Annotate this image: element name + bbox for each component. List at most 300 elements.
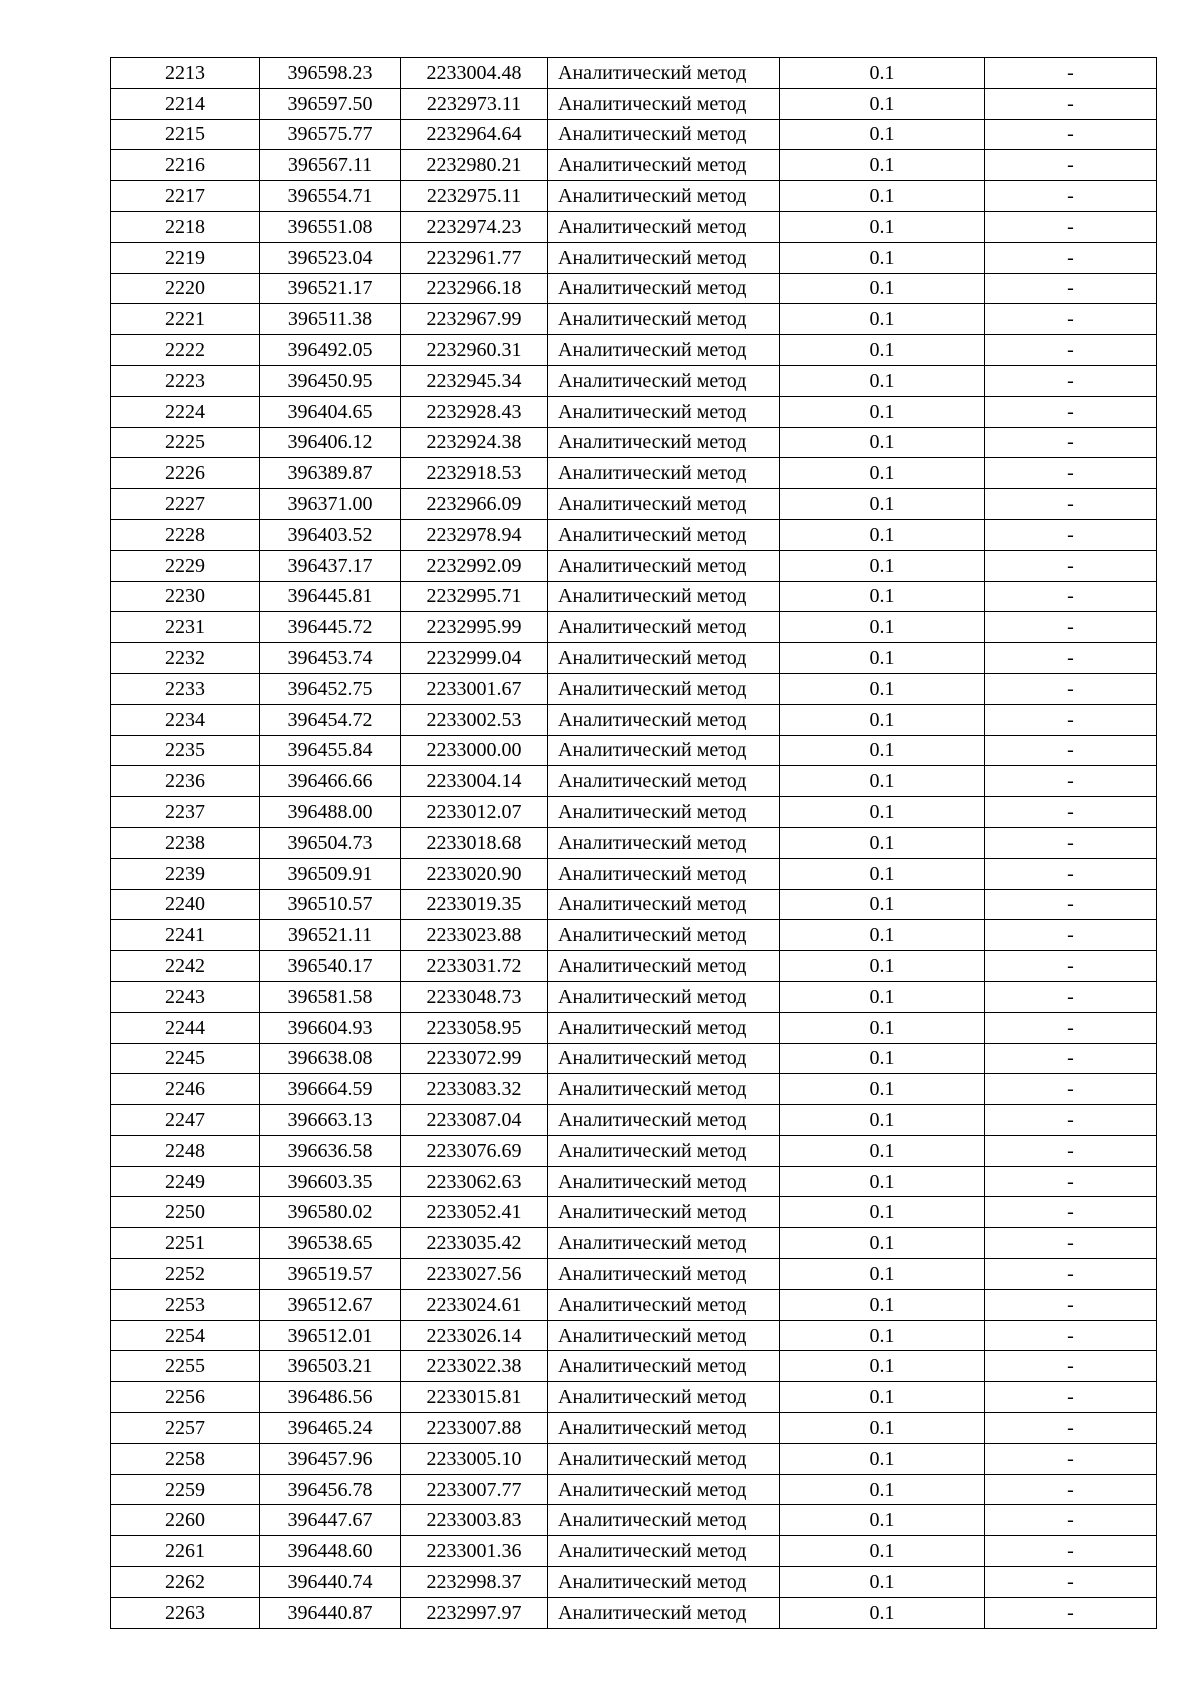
point-number-cell: 2230 (111, 581, 260, 612)
x-coordinate-cell: 396540.17 (260, 951, 401, 982)
accuracy-cell: 0.1 (780, 1597, 985, 1628)
method-cell: Аналитический метод (548, 735, 780, 766)
description-cell: - (985, 735, 1157, 766)
accuracy-cell: 0.1 (780, 581, 985, 612)
point-number-cell: 2240 (111, 889, 260, 920)
description-cell: - (985, 1505, 1157, 1536)
point-number-cell: 2242 (111, 951, 260, 982)
point-number-cell: 2215 (111, 119, 260, 150)
point-number-cell: 2246 (111, 1074, 260, 1105)
x-coordinate-cell: 396504.73 (260, 827, 401, 858)
method-cell: Аналитический метод (548, 1474, 780, 1505)
point-number-cell: 2226 (111, 458, 260, 489)
method-cell: Аналитический метод (548, 1135, 780, 1166)
description-cell: - (985, 612, 1157, 643)
x-coordinate-cell: 396447.67 (260, 1505, 401, 1536)
y-coordinate-cell: 2233002.53 (401, 704, 548, 735)
description-cell: - (985, 1474, 1157, 1505)
y-coordinate-cell: 2233035.42 (401, 1228, 548, 1259)
x-coordinate-cell: 396445.81 (260, 581, 401, 612)
y-coordinate-cell: 2233005.10 (401, 1443, 548, 1474)
accuracy-cell: 0.1 (780, 981, 985, 1012)
table-row (111, 273, 1157, 304)
y-coordinate-cell: 2233007.88 (401, 1413, 548, 1444)
x-coordinate-cell: 396512.67 (260, 1289, 401, 1320)
method-cell: Аналитический метод (548, 396, 780, 427)
x-coordinate-cell: 396521.11 (260, 920, 401, 951)
point-number-cell: 2227 (111, 489, 260, 520)
table-row (111, 1597, 1157, 1628)
point-number-cell: 2231 (111, 612, 260, 643)
table-row (111, 1043, 1157, 1074)
table-row (111, 1289, 1157, 1320)
y-coordinate-cell: 2232924.38 (401, 427, 548, 458)
point-number-cell: 2235 (111, 735, 260, 766)
table-row (111, 88, 1157, 119)
x-coordinate-cell: 396404.65 (260, 396, 401, 427)
description-cell: - (985, 458, 1157, 489)
method-cell: Аналитический метод (548, 1351, 780, 1382)
description-cell: - (985, 181, 1157, 212)
accuracy-cell: 0.1 (780, 1320, 985, 1351)
method-cell: Аналитический метод (548, 1166, 780, 1197)
method-cell: Аналитический метод (548, 951, 780, 982)
description-cell: - (985, 489, 1157, 520)
x-coordinate-cell: 396575.77 (260, 119, 401, 150)
x-coordinate-cell: 396389.87 (260, 458, 401, 489)
description-cell: - (985, 242, 1157, 273)
x-coordinate-cell: 396371.00 (260, 489, 401, 520)
table-row (111, 396, 1157, 427)
y-coordinate-cell: 2232966.09 (401, 489, 548, 520)
method-cell: Аналитический метод (548, 1197, 780, 1228)
method-cell: Аналитический метод (548, 1382, 780, 1413)
table-row (111, 335, 1157, 366)
point-number-cell: 2261 (111, 1536, 260, 1567)
point-number-cell: 2239 (111, 858, 260, 889)
accuracy-cell: 0.1 (780, 242, 985, 273)
table-row (111, 858, 1157, 889)
x-coordinate-cell: 396503.21 (260, 1351, 401, 1382)
x-coordinate-cell: 396597.50 (260, 88, 401, 119)
table-row (111, 766, 1157, 797)
table-row (111, 827, 1157, 858)
x-coordinate-cell: 396492.05 (260, 335, 401, 366)
y-coordinate-cell: 2233018.68 (401, 827, 548, 858)
description-cell: - (985, 335, 1157, 366)
method-cell: Аналитический метод (548, 119, 780, 150)
method-cell: Аналитический метод (548, 981, 780, 1012)
point-number-cell: 2247 (111, 1105, 260, 1136)
table-row (111, 211, 1157, 242)
description-cell: - (985, 519, 1157, 550)
x-coordinate-cell: 396403.52 (260, 519, 401, 550)
y-coordinate-cell: 2233019.35 (401, 889, 548, 920)
y-coordinate-cell: 2232964.64 (401, 119, 548, 150)
table-row (111, 951, 1157, 982)
accuracy-cell: 0.1 (780, 458, 985, 489)
y-coordinate-cell: 2232974.23 (401, 211, 548, 242)
accuracy-cell: 0.1 (780, 1382, 985, 1413)
description-cell: - (985, 1074, 1157, 1105)
table-row (111, 58, 1157, 89)
method-cell: Аналитический метод (548, 1105, 780, 1136)
accuracy-cell: 0.1 (780, 1135, 985, 1166)
description-cell: - (985, 1228, 1157, 1259)
x-coordinate-cell: 396454.72 (260, 704, 401, 735)
accuracy-cell: 0.1 (780, 858, 985, 889)
y-coordinate-cell: 2233027.56 (401, 1259, 548, 1290)
description-cell: - (985, 1443, 1157, 1474)
x-coordinate-cell: 396664.59 (260, 1074, 401, 1105)
y-coordinate-cell: 2232960.31 (401, 335, 548, 366)
accuracy-cell: 0.1 (780, 889, 985, 920)
y-coordinate-cell: 2232995.99 (401, 612, 548, 643)
method-cell: Аналитический метод (548, 58, 780, 89)
y-coordinate-cell: 2233001.36 (401, 1536, 548, 1567)
table-row (111, 1012, 1157, 1043)
table-row (111, 1135, 1157, 1166)
y-coordinate-cell: 2233026.14 (401, 1320, 548, 1351)
y-coordinate-cell: 2233007.77 (401, 1474, 548, 1505)
x-coordinate-cell: 396636.58 (260, 1135, 401, 1166)
y-coordinate-cell: 2232978.94 (401, 519, 548, 550)
point-number-cell: 2258 (111, 1443, 260, 1474)
accuracy-cell: 0.1 (780, 951, 985, 982)
description-cell: - (985, 981, 1157, 1012)
y-coordinate-cell: 2233001.67 (401, 673, 548, 704)
coordinates-table-body (111, 58, 1157, 1629)
accuracy-cell: 0.1 (780, 550, 985, 581)
method-cell: Аналитический метод (548, 88, 780, 119)
accuracy-cell: 0.1 (780, 1012, 985, 1043)
point-number-cell: 2263 (111, 1597, 260, 1628)
x-coordinate-cell: 396488.00 (260, 797, 401, 828)
table-row (111, 1320, 1157, 1351)
method-cell: Аналитический метод (548, 1320, 780, 1351)
x-coordinate-cell: 396523.04 (260, 242, 401, 273)
description-cell: - (985, 273, 1157, 304)
x-coordinate-cell: 396457.96 (260, 1443, 401, 1474)
x-coordinate-cell: 396440.87 (260, 1597, 401, 1628)
accuracy-cell: 0.1 (780, 88, 985, 119)
point-number-cell: 2244 (111, 1012, 260, 1043)
accuracy-cell: 0.1 (780, 1505, 985, 1536)
description-cell: - (985, 1567, 1157, 1598)
x-coordinate-cell: 396465.24 (260, 1413, 401, 1444)
y-coordinate-cell: 2232918.53 (401, 458, 548, 489)
table-row (111, 735, 1157, 766)
method-cell: Аналитический метод (548, 766, 780, 797)
point-number-cell: 2220 (111, 273, 260, 304)
description-cell: - (985, 150, 1157, 181)
accuracy-cell: 0.1 (780, 304, 985, 335)
point-number-cell: 2251 (111, 1228, 260, 1259)
point-number-cell: 2223 (111, 365, 260, 396)
table-row (111, 304, 1157, 335)
table-row (111, 1567, 1157, 1598)
accuracy-cell: 0.1 (780, 1043, 985, 1074)
accuracy-cell: 0.1 (780, 1197, 985, 1228)
method-cell: Аналитический метод (548, 704, 780, 735)
x-coordinate-cell: 396455.84 (260, 735, 401, 766)
table-row (111, 673, 1157, 704)
table-row (111, 889, 1157, 920)
table-row (111, 119, 1157, 150)
y-coordinate-cell: 2233048.73 (401, 981, 548, 1012)
description-cell: - (985, 211, 1157, 242)
table-row (111, 1474, 1157, 1505)
description-cell: - (985, 704, 1157, 735)
point-number-cell: 2262 (111, 1567, 260, 1598)
x-coordinate-cell: 396519.57 (260, 1259, 401, 1290)
x-coordinate-cell: 396598.23 (260, 58, 401, 89)
y-coordinate-cell: 2233062.63 (401, 1166, 548, 1197)
x-coordinate-cell: 396445.72 (260, 612, 401, 643)
point-number-cell: 2214 (111, 88, 260, 119)
y-coordinate-cell: 2233023.88 (401, 920, 548, 951)
y-coordinate-cell: 2233087.04 (401, 1105, 548, 1136)
point-number-cell: 2224 (111, 396, 260, 427)
method-cell: Аналитический метод (548, 1413, 780, 1444)
point-number-cell: 2228 (111, 519, 260, 550)
description-cell: - (985, 1320, 1157, 1351)
y-coordinate-cell: 2233003.83 (401, 1505, 548, 1536)
table-row (111, 365, 1157, 396)
x-coordinate-cell: 396510.57 (260, 889, 401, 920)
description-cell: - (985, 1259, 1157, 1290)
y-coordinate-cell: 2232995.71 (401, 581, 548, 612)
method-cell: Аналитический метод (548, 1012, 780, 1043)
table-row (111, 1382, 1157, 1413)
x-coordinate-cell: 396603.35 (260, 1166, 401, 1197)
y-coordinate-cell: 2232973.11 (401, 88, 548, 119)
accuracy-cell: 0.1 (780, 643, 985, 674)
x-coordinate-cell: 396406.12 (260, 427, 401, 458)
method-cell: Аналитический метод (548, 427, 780, 458)
point-number-cell: 2217 (111, 181, 260, 212)
accuracy-cell: 0.1 (780, 1074, 985, 1105)
method-cell: Аналитический метод (548, 1228, 780, 1259)
x-coordinate-cell: 396521.17 (260, 273, 401, 304)
description-cell: - (985, 1351, 1157, 1382)
accuracy-cell: 0.1 (780, 489, 985, 520)
method-cell: Аналитический метод (548, 181, 780, 212)
point-number-cell: 2221 (111, 304, 260, 335)
description-cell: - (985, 1413, 1157, 1444)
y-coordinate-cell: 2233076.69 (401, 1135, 548, 1166)
x-coordinate-cell: 396604.93 (260, 1012, 401, 1043)
description-cell: - (985, 304, 1157, 335)
accuracy-cell: 0.1 (780, 181, 985, 212)
y-coordinate-cell: 2232999.04 (401, 643, 548, 674)
x-coordinate-cell: 396453.74 (260, 643, 401, 674)
method-cell: Аналитический метод (548, 920, 780, 951)
x-coordinate-cell: 396567.11 (260, 150, 401, 181)
x-coordinate-cell: 396580.02 (260, 1197, 401, 1228)
description-cell: - (985, 1043, 1157, 1074)
description-cell: - (985, 827, 1157, 858)
y-coordinate-cell: 2233004.48 (401, 58, 548, 89)
table-row (111, 242, 1157, 273)
point-number-cell: 2257 (111, 1413, 260, 1444)
accuracy-cell: 0.1 (780, 827, 985, 858)
table-row (111, 797, 1157, 828)
table-row (111, 550, 1157, 581)
accuracy-cell: 0.1 (780, 211, 985, 242)
point-number-cell: 2243 (111, 981, 260, 1012)
accuracy-cell: 0.1 (780, 1474, 985, 1505)
point-number-cell: 2222 (111, 335, 260, 366)
x-coordinate-cell: 396450.95 (260, 365, 401, 396)
point-number-cell: 2237 (111, 797, 260, 828)
point-number-cell: 2238 (111, 827, 260, 858)
table-row (111, 1166, 1157, 1197)
y-coordinate-cell: 2233072.99 (401, 1043, 548, 1074)
y-coordinate-cell: 2233022.38 (401, 1351, 548, 1382)
accuracy-cell: 0.1 (780, 797, 985, 828)
description-cell: - (985, 1105, 1157, 1136)
x-coordinate-cell: 396452.75 (260, 673, 401, 704)
method-cell: Аналитический метод (548, 335, 780, 366)
accuracy-cell: 0.1 (780, 396, 985, 427)
y-coordinate-cell: 2232975.11 (401, 181, 548, 212)
x-coordinate-cell: 396554.71 (260, 181, 401, 212)
table-row (111, 1259, 1157, 1290)
accuracy-cell: 0.1 (780, 920, 985, 951)
point-number-cell: 2236 (111, 766, 260, 797)
point-number-cell: 2213 (111, 58, 260, 89)
accuracy-cell: 0.1 (780, 519, 985, 550)
y-coordinate-cell: 2233052.41 (401, 1197, 548, 1228)
x-coordinate-cell: 396448.60 (260, 1536, 401, 1567)
point-number-cell: 2260 (111, 1505, 260, 1536)
x-coordinate-cell: 396440.74 (260, 1567, 401, 1598)
method-cell: Аналитический метод (548, 673, 780, 704)
accuracy-cell: 0.1 (780, 1567, 985, 1598)
point-number-cell: 2233 (111, 673, 260, 704)
description-cell: - (985, 1536, 1157, 1567)
method-cell: Аналитический метод (548, 519, 780, 550)
description-cell: - (985, 581, 1157, 612)
x-coordinate-cell: 396638.08 (260, 1043, 401, 1074)
y-coordinate-cell: 2233000.00 (401, 735, 548, 766)
method-cell: Аналитический метод (548, 1597, 780, 1628)
x-coordinate-cell: 396456.78 (260, 1474, 401, 1505)
method-cell: Аналитический метод (548, 550, 780, 581)
accuracy-cell: 0.1 (780, 1105, 985, 1136)
description-cell: - (985, 1289, 1157, 1320)
accuracy-cell: 0.1 (780, 735, 985, 766)
description-cell: - (985, 1166, 1157, 1197)
y-coordinate-cell: 2233012.07 (401, 797, 548, 828)
method-cell: Аналитический метод (548, 304, 780, 335)
method-cell: Аналитический метод (548, 242, 780, 273)
description-cell: - (985, 1012, 1157, 1043)
accuracy-cell: 0.1 (780, 335, 985, 366)
method-cell: Аналитический метод (548, 1043, 780, 1074)
description-cell: - (985, 858, 1157, 889)
accuracy-cell: 0.1 (780, 365, 985, 396)
x-coordinate-cell: 396486.56 (260, 1382, 401, 1413)
table-row (111, 1228, 1157, 1259)
method-cell: Аналитический метод (548, 273, 780, 304)
accuracy-cell: 0.1 (780, 612, 985, 643)
method-cell: Аналитический метод (548, 1443, 780, 1474)
accuracy-cell: 0.1 (780, 273, 985, 304)
coordinates-table (110, 57, 1157, 1629)
y-coordinate-cell: 2233058.95 (401, 1012, 548, 1043)
table-row (111, 704, 1157, 735)
y-coordinate-cell: 2232998.37 (401, 1567, 548, 1598)
method-cell: Аналитический метод (548, 1074, 780, 1105)
accuracy-cell: 0.1 (780, 704, 985, 735)
x-coordinate-cell: 396466.66 (260, 766, 401, 797)
point-number-cell: 2229 (111, 550, 260, 581)
description-cell: - (985, 673, 1157, 704)
table-row (111, 427, 1157, 458)
y-coordinate-cell: 2232967.99 (401, 304, 548, 335)
method-cell: Аналитический метод (548, 612, 780, 643)
table-row (111, 1536, 1157, 1567)
point-number-cell: 2252 (111, 1259, 260, 1290)
accuracy-cell: 0.1 (780, 1259, 985, 1290)
x-coordinate-cell: 396581.58 (260, 981, 401, 1012)
description-cell: - (985, 427, 1157, 458)
description-cell: - (985, 643, 1157, 674)
description-cell: - (985, 889, 1157, 920)
description-cell: - (985, 550, 1157, 581)
point-number-cell: 2225 (111, 427, 260, 458)
description-cell: - (985, 396, 1157, 427)
x-coordinate-cell: 396511.38 (260, 304, 401, 335)
description-cell: - (985, 88, 1157, 119)
point-number-cell: 2219 (111, 242, 260, 273)
y-coordinate-cell: 2232961.77 (401, 242, 548, 273)
method-cell: Аналитический метод (548, 365, 780, 396)
description-cell: - (985, 1597, 1157, 1628)
y-coordinate-cell: 2233020.90 (401, 858, 548, 889)
point-number-cell: 2259 (111, 1474, 260, 1505)
accuracy-cell: 0.1 (780, 1351, 985, 1382)
accuracy-cell: 0.1 (780, 427, 985, 458)
table-row (111, 1197, 1157, 1228)
method-cell: Аналитический метод (548, 858, 780, 889)
method-cell: Аналитический метод (548, 150, 780, 181)
y-coordinate-cell: 2233031.72 (401, 951, 548, 982)
point-number-cell: 2250 (111, 1197, 260, 1228)
y-coordinate-cell: 2233083.32 (401, 1074, 548, 1105)
method-cell: Аналитический метод (548, 1536, 780, 1567)
y-coordinate-cell: 2232997.97 (401, 1597, 548, 1628)
accuracy-cell: 0.1 (780, 1443, 985, 1474)
method-cell: Аналитический метод (548, 1259, 780, 1290)
table-row (111, 1351, 1157, 1382)
description-cell: - (985, 797, 1157, 828)
method-cell: Аналитический метод (548, 827, 780, 858)
point-number-cell: 2254 (111, 1320, 260, 1351)
table-row (111, 1505, 1157, 1536)
accuracy-cell: 0.1 (780, 1166, 985, 1197)
y-coordinate-cell: 2232945.34 (401, 365, 548, 396)
y-coordinate-cell: 2233024.61 (401, 1289, 548, 1320)
point-number-cell: 2241 (111, 920, 260, 951)
accuracy-cell: 0.1 (780, 1413, 985, 1444)
method-cell: Аналитический метод (548, 889, 780, 920)
point-number-cell: 2255 (111, 1351, 260, 1382)
method-cell: Аналитический метод (548, 489, 780, 520)
x-coordinate-cell: 396663.13 (260, 1105, 401, 1136)
